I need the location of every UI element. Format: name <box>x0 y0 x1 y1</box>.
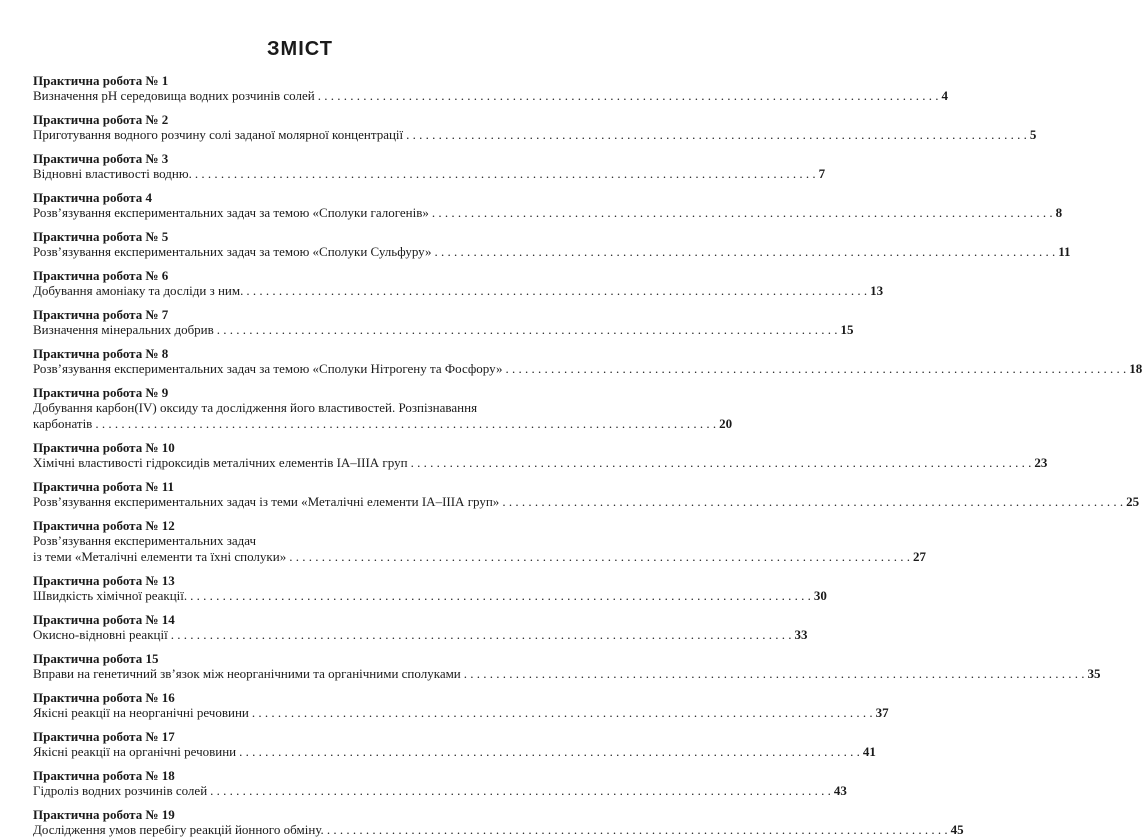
toc-entry-line <box>33 627 808 643</box>
toc-entry-page-number: 33 <box>794 627 808 642</box>
toc-entry-heading: Практична робота № 1 <box>33 73 169 88</box>
dot-leader <box>289 549 910 565</box>
toc-entry-line <box>33 244 1071 260</box>
dot-leader <box>432 205 1053 221</box>
toc-entry[interactable] <box>33 690 889 721</box>
toc-entry-heading: Практична робота № 7 <box>33 307 169 322</box>
toc-entry-heading: Практична робота № 18 <box>33 768 175 783</box>
toc-entry[interactable] <box>33 73 948 104</box>
toc-entry-line <box>33 127 1037 143</box>
toc-entry-text-line: Добування карбон(IV) оксиду та дослідження його властивостей. Розпізнавання <box>33 400 478 415</box>
toc-entry[interactable] <box>33 307 854 338</box>
toc-entry-line <box>33 705 889 721</box>
toc-entry[interactable] <box>33 440 1048 471</box>
toc-entry-heading: Практична робота № 19 <box>33 807 175 822</box>
toc-entry-page-number: 37 <box>875 705 889 720</box>
toc-entry-title: Добування амоніаку та досліди з ним. <box>33 283 244 298</box>
toc-entry-line <box>33 455 1048 471</box>
toc-entry-text-line: Розв’язування експериментальних задач <box>33 533 257 548</box>
toc-entry-page-number: 11 <box>1058 244 1071 259</box>
toc-entry-heading: Практична робота № 12 <box>33 518 175 533</box>
toc-entry-title: Вправи на генетичний зв’язок між неорганічними та органічними сполуками <box>33 666 461 681</box>
toc-entry-page-number: 5 <box>1029 127 1037 142</box>
toc-entry-title: Розв’язування експериментальних задач із теми «Металічні елементи ІА–ІІІА груп» <box>33 494 500 509</box>
toc-entry[interactable] <box>33 268 884 299</box>
toc-entry-line <box>33 322 854 338</box>
page-title: ЗМІСТ <box>267 38 333 60</box>
table-of-contents <box>33 73 1142 838</box>
toc-entry-title: Розв’язування експериментальних задач за темою «Сполуки галогенів» <box>33 205 429 220</box>
toc-entry-line <box>33 416 733 432</box>
toc-entry-page-number: 43 <box>833 783 847 798</box>
toc-entry-page-number: 13 <box>870 283 884 298</box>
dot-leader <box>464 666 1085 682</box>
toc-entry-line <box>33 666 1101 682</box>
toc-entry-heading: Практична робота № 6 <box>33 268 169 283</box>
toc-entry[interactable] <box>33 346 1142 377</box>
toc-entry-title: Визначення мінеральних добрив <box>33 322 214 337</box>
dot-leader <box>246 283 867 299</box>
toc-entry-heading: Практична робота № 13 <box>33 573 175 588</box>
dot-leader <box>239 744 860 760</box>
toc-entry-page-number: 41 <box>862 744 876 759</box>
toc-entry-title: Дослідження умов перебігу реакцій йонного обміну. <box>33 822 324 837</box>
toc-entry-page-number: 7 <box>818 166 826 181</box>
toc-entry-title: Якісні реакції на неорганічні речовини <box>33 705 249 720</box>
toc-entry-page-number: 20 <box>719 416 733 431</box>
dot-leader <box>406 127 1027 143</box>
dot-leader <box>411 455 1032 471</box>
toc-entry[interactable] <box>33 190 1063 221</box>
dot-leader <box>217 322 838 338</box>
toc-entry[interactable] <box>33 479 1140 510</box>
toc-entry-title: із теми «Металічні елементи та їхні сполуки» <box>33 549 287 564</box>
toc-entry[interactable] <box>33 612 808 643</box>
toc-entry-title: Визначення pH середовища водних розчинів солей <box>33 88 315 103</box>
toc-entry-page-number: 27 <box>912 549 926 564</box>
dot-leader <box>190 588 811 604</box>
dot-leader <box>505 361 1126 377</box>
toc-entry-line <box>33 205 1063 221</box>
toc-entry[interactable] <box>33 151 826 182</box>
toc-entry-line <box>33 783 847 799</box>
toc-entry-line <box>33 744 876 760</box>
toc-entry-title: Відновні властивості водню. <box>33 166 192 181</box>
dot-leader <box>318 88 939 104</box>
toc-entry-heading: Практична робота № 17 <box>33 729 175 744</box>
toc-entry-heading: Практична робота № 8 <box>33 346 169 361</box>
toc-entry[interactable] <box>33 518 926 565</box>
dot-leader <box>502 494 1123 510</box>
toc-entry-line <box>33 88 948 104</box>
toc-entry-heading: Практична робота № 11 <box>33 479 175 494</box>
toc-entry-title: Гідроліз водних розчинів солей <box>33 783 208 798</box>
toc-entry-title: Розв’язування експериментальних задач за темою «Сполуки Нітрогену та Фосфору» <box>33 361 503 376</box>
toc-entry[interactable] <box>33 729 876 760</box>
toc-entry-title: Розв’язування експериментальних задач за темою «Сполуки Сульфуру» <box>33 244 432 259</box>
dot-leader <box>195 166 816 182</box>
toc-entry-heading: Практична робота № 10 <box>33 440 175 455</box>
toc-entry-line <box>33 588 827 604</box>
toc-entry-page-number: 25 <box>1126 494 1140 509</box>
toc-entry[interactable] <box>33 807 964 838</box>
toc-entry-title: Швидкість хімічної реакції. <box>33 588 188 603</box>
toc-entry-title: Окисно-відновні реакції <box>33 627 168 642</box>
dot-leader <box>171 627 792 643</box>
toc-entry-heading: Практична робота 4 <box>33 190 152 205</box>
dot-leader <box>327 822 948 838</box>
toc-entry-title: карбонатів <box>33 416 93 431</box>
toc-entry-title: Приготування водного розчину солі заданої молярної концентрації <box>33 127 404 142</box>
toc-entry[interactable] <box>33 573 827 604</box>
toc-entry-page-number: 8 <box>1055 205 1063 220</box>
toc-entry-page-number: 4 <box>941 88 948 103</box>
toc-entry-line <box>33 361 1142 377</box>
toc-entry-heading: Практична робота № 3 <box>33 151 169 166</box>
toc-entry-heading: Практична робота № 9 <box>33 385 169 400</box>
toc-entry-heading: Практична робота № 14 <box>33 612 175 627</box>
dot-leader <box>434 244 1055 260</box>
toc-entry-title: Хімічні властивості гідроксидів металічних елементів ІА–ІІІА груп <box>33 455 408 470</box>
dot-leader <box>252 705 873 721</box>
dot-leader <box>210 783 831 799</box>
toc-entry-heading: Практична робота № 2 <box>33 112 169 127</box>
toc-entry[interactable] <box>33 229 1071 260</box>
toc-entry-page-number: 18 <box>1129 361 1142 376</box>
toc-entry-heading: Практична робота № 5 <box>33 229 169 244</box>
toc-entry-line <box>33 166 826 182</box>
toc-entry[interactable] <box>33 112 1037 143</box>
toc-entry[interactable] <box>33 651 1101 682</box>
toc-entry-title: Якісні реакції на органічні речовини <box>33 744 237 759</box>
toc-entry-page-number: 45 <box>950 822 964 837</box>
toc-entry-line <box>33 283 884 299</box>
toc-entry-line <box>33 822 964 838</box>
toc-entry-line <box>33 494 1140 510</box>
toc-entry-heading: Практична робота № 16 <box>33 690 175 705</box>
toc-entry-page-number: 30 <box>813 588 827 603</box>
dot-leader <box>95 416 716 432</box>
toc-entry-page-number: 35 <box>1087 666 1101 681</box>
toc-entry-page-number: 23 <box>1034 455 1048 470</box>
toc-entry[interactable] <box>33 385 733 432</box>
toc-entry-line <box>33 549 926 565</box>
toc-entry[interactable] <box>33 768 847 799</box>
toc-entry-page-number: 15 <box>840 322 854 337</box>
toc-entry-heading: Практична робота 15 <box>33 651 159 666</box>
